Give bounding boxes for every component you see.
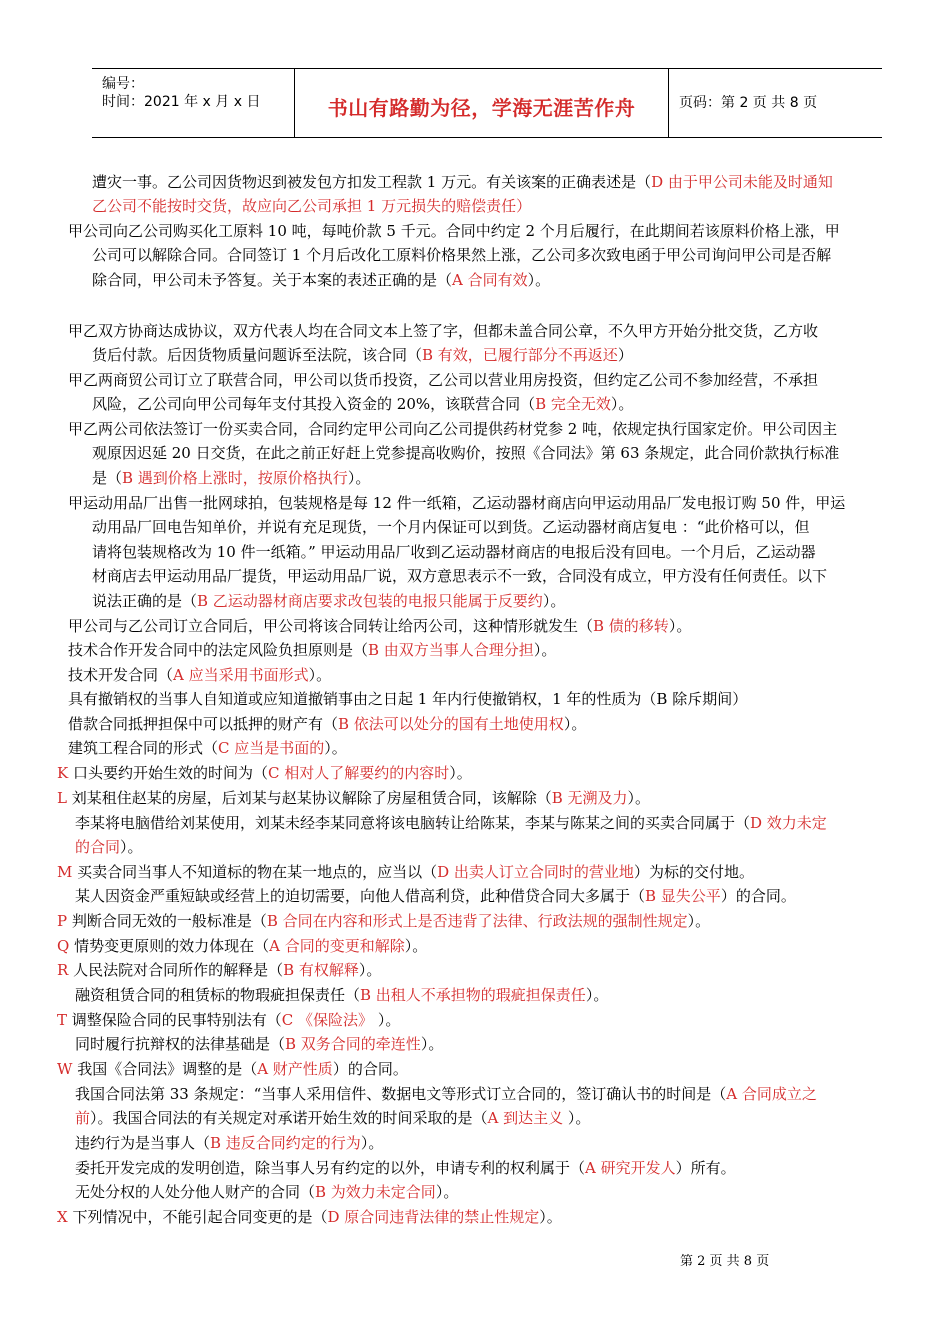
answer-text: B 显失公平 (645, 887, 721, 905)
index-letter: K (57, 764, 69, 782)
question-text: 李某将电脑借给刘某使用，刘某未经李某同意将该电脑转让给陈某，李某与陈某之间的买卖合同属于（ (75, 814, 751, 832)
question-text: 公司可以解除合同。合同签订 1 个月后改化工原料价格果然上涨，乙公司多次致电函于甲公司询问甲公司是否解 (92, 246, 832, 264)
header-motto-cell (295, 69, 669, 137)
question-text: 买卖合同当事人不知道标的物在某一地点的，应当以（ (72, 863, 438, 881)
text-line (75, 1158, 736, 1178)
question-text: 某人因资金严重短缺或经营上的迫切需要，向他人借高利贷，此种借贷合同大多属于（ (75, 887, 646, 905)
text-line (68, 665, 331, 685)
question-text: 甲公司与乙公司订立合同后，甲公司将该合同转让给丙公司，这种情形就发生（ (68, 617, 594, 635)
text-line (57, 960, 381, 980)
question-text: 除合同，甲公司未予答复。关于本案的表述正确的是（ (92, 271, 453, 289)
question-text: B 除斥期间 (656, 690, 733, 708)
answer-text: A 合同的变更和解除 (269, 937, 405, 955)
answer-text: 的合同 (75, 838, 121, 856)
question-text: ）。 (563, 1109, 591, 1127)
index-letter: Q (57, 937, 70, 955)
question-text: ）。 (563, 715, 587, 733)
answer-text: B 有效，已履行部分不再返还 (422, 346, 618, 364)
text-line (68, 419, 837, 439)
question-text: 委托开发完成的发明创造，除当事人另有约定的以外，申请专利的权利属于（ (75, 1159, 586, 1177)
question-text: 甲运动用品厂出售一批网球拍，包装规格是每 12 件一纸箱，乙运动器材商店向甲运动用品厂发电报订购 50 件，甲运 (68, 494, 846, 512)
text-line (92, 394, 633, 414)
question-text: ）。 (373, 1011, 401, 1029)
question-text: 风险，乙公司向甲公司每年支付其投入资金的 20%，该联营合同（ (92, 395, 536, 413)
header-page-cell (669, 69, 882, 137)
question-text: ）。 (347, 469, 371, 487)
text-line (75, 1182, 458, 1202)
question-text: ） (732, 690, 748, 708)
text-line (75, 837, 143, 857)
text-line (68, 616, 691, 636)
question-text: ）。 (539, 1208, 562, 1226)
question-text: ）所有。 (675, 1159, 736, 1177)
question-text: 是（ (92, 469, 123, 487)
question-text: ）。 (120, 838, 143, 856)
text-line (75, 1084, 817, 1104)
answer-text: D 由于甲公司未能及时通知 (651, 173, 833, 191)
page-info: 页码：第 2 页 共 8 页 (679, 95, 818, 111)
text-line (68, 714, 586, 734)
text-line (75, 1133, 383, 1153)
index-letter: R (57, 961, 69, 979)
answer-text: A 研究开发人 (585, 1159, 676, 1177)
text-line (68, 689, 747, 709)
text-line (92, 172, 833, 192)
header-info-cell (92, 69, 295, 137)
question-text: ）。 (533, 641, 557, 659)
answer-text: A 合同成立之 (726, 1085, 817, 1103)
text-line (92, 270, 550, 290)
text-line (75, 813, 827, 833)
answer-text: B 无溯及力 (551, 789, 628, 807)
question-text: 请将包装规格改为 10 件一纸箱。” 甲运动用品厂收到乙运动器材商店的电报后没有回电。一个月后，乙运动器 (92, 543, 816, 561)
answer-text: B 由双方当事人合理分担 (368, 641, 534, 659)
answer-text: 前 (75, 1109, 91, 1127)
question-text: 甲公司向乙公司购买化工原料 10 吨，每吨价款 5 千元。合同中约定 2 个月后履行，在此期间若该原料价格上涨，甲 (68, 222, 840, 240)
index-letter: X (57, 1208, 68, 1226)
question-text: ）。 (360, 1134, 384, 1152)
text-line (92, 591, 565, 611)
answer-text: B 合同在内容和形式上是否违背了法律、行政法规的强制性规定 (266, 912, 688, 930)
time-label: 时间：2021 年 x 月 x 日 (102, 94, 261, 110)
index-letter: M (57, 863, 73, 881)
question-text: 借款合同抵押担保中可以抵押的财产有（ (68, 715, 339, 733)
question-text: ）。 (308, 666, 332, 684)
text-line (75, 1034, 443, 1054)
question-text: 具有撤销权的当事人自知道或应知道撤销事由之日起 1 年内行使撤销权，1 年的性质为（ (68, 690, 657, 708)
question-text: ）。 (449, 764, 472, 782)
question-text: ）的合同。 (332, 1060, 408, 1078)
question-text: ）。 (610, 395, 634, 413)
index-letter: P (57, 912, 68, 930)
question-text: 下列情况中，不能引起合同变更的是（ (67, 1208, 328, 1226)
text-line (68, 738, 347, 758)
question-text: 说法正确的是（ (92, 592, 198, 610)
text-line (57, 862, 754, 882)
text-line (92, 517, 809, 537)
text-line (75, 1108, 590, 1128)
question-text: 甲乙双方协商达成协议，双方代表人均在合同文本上签了字，但都未盖合同公章，不久甲方开始分批交货，乙方收 (68, 322, 819, 340)
question-text: 遭灾一事。乙公司因货物迟到被发包方扣发工程款 1 万元。有关该案的正确表述是（ (92, 173, 652, 191)
question-text: 建筑工程合同的形式（ (68, 739, 219, 757)
question-text: 甲乙两公司依法签订一份买卖合同，合同约定甲公司向乙公司提供药材党参 2 吨，依规定执行国家定价。甲公司因主 (68, 420, 838, 438)
answer-text: B 完全无效 (535, 395, 611, 413)
answer-text: B 乙运动器材商店要求改包装的电报只能属于反要约 (197, 592, 543, 610)
question-text: 动用品厂回电告知单价，并说有充足现货，一个月内保证可以到货。乙运动器材商店复电 ：“此价格可以，但 (92, 518, 810, 536)
text-line (92, 542, 816, 562)
answer-text: B 违反合同约定的行为 (210, 1134, 361, 1152)
answer-text: A 到达主义 (487, 1109, 564, 1127)
question-text: 人民法院对合同所作的解释是（ (68, 961, 284, 979)
question-text: 违约行为是当事人（ (75, 1134, 211, 1152)
question-text: 我国合同法第 33 条规定：“当事人采用信件、数据电文等形式订立合同的，签订确认书的时间是（ (75, 1085, 727, 1103)
text-line (68, 321, 818, 341)
answer-text: D 出卖人订立合同时的营业地 (437, 863, 634, 881)
question-text: 情势变更原则的效力体现在（ (69, 937, 270, 955)
question-text: ）。 (324, 739, 347, 757)
answer-text: A 合同有效 (452, 271, 528, 289)
answer-text: C 《保险法》 (281, 1011, 374, 1029)
text-line (68, 370, 818, 390)
answer-text: D 效力未定 (750, 814, 827, 832)
question-text: ）为标的交付地。 (633, 863, 754, 881)
serial-label: 编号： (102, 76, 144, 92)
text-line (57, 763, 472, 783)
text-line (68, 221, 840, 241)
text-line (57, 1010, 400, 1030)
question-text: 无处分权的人处分他人财产的合同（ (75, 1183, 316, 1201)
question-text: 技术合作开发合同中的法定风险负担原则是（ (68, 641, 369, 659)
question-text: 同时履行抗辩权的法律基础是（ (75, 1035, 286, 1053)
question-text: 货后付款。后因货物质量问题诉至法院，该合同（ (92, 346, 423, 364)
page-footer: 第 2 页 共 8 页 (680, 1254, 770, 1269)
question-text: 调整保险合同的民事特别法有（ (67, 1011, 282, 1029)
question-text: ）。 (668, 617, 692, 635)
text-line (92, 245, 831, 265)
answer-text: B 双务合同的牵连性 (285, 1035, 421, 1053)
question-text: 判断合同无效的一般标准是（ (67, 912, 267, 930)
question-text: ） (617, 346, 633, 364)
answer-text: B 遇到价格上涨时，按原价格执行 (122, 469, 348, 487)
answer-text: D 原合同违背法律的禁止性规定 (327, 1208, 540, 1226)
text-line (92, 443, 839, 463)
answer-text: 乙公司不能按时交货，故应向乙公司承担 1 万元损失的赔偿责任） (92, 197, 532, 215)
question-text: ）。 (435, 1183, 459, 1201)
question-text: ）。 (585, 986, 609, 1004)
question-text: 材商店去甲运动用品厂提货，甲运动用品厂说，双方意思表示不一致，合同没有成立，甲方没有任何责任。以下 (92, 567, 828, 585)
question-text: ）。我国合同法的有关规定对承诺开始生效的时间采取的是（ (90, 1109, 488, 1127)
index-letter: W (57, 1060, 73, 1078)
text-line (57, 1059, 408, 1079)
question-text: 甲乙两商贸公司订立了联营合同，甲公司以货币投资，乙公司以营业用房投资，但约定乙公司不参加经营，不承担 (68, 371, 819, 389)
question-text: 技术开发合同（ (68, 666, 174, 684)
question-text: ）。 (527, 271, 551, 289)
answer-text: B 为效力未定合同 (315, 1183, 436, 1201)
question-text: 刘某租住赵某的房屋，后刘某与赵某协议解除了房屋租赁合同，该解除（ (66, 789, 552, 807)
text-line (92, 345, 633, 365)
index-letter: L (57, 789, 67, 807)
text-line (57, 1207, 562, 1227)
question-text: 我国《合同法》调整的是（ (72, 1060, 258, 1078)
question-text: 口头要约开始生效的时间为（ (68, 764, 268, 782)
text-line (68, 640, 556, 660)
question-text: ）。 (420, 1035, 444, 1053)
question-text: ）的合同。 (720, 887, 796, 905)
question-text: ）。 (404, 937, 428, 955)
answer-text: B 依法可以处分的国有土地使用权 (338, 715, 564, 733)
question-text: 融资租赁合同的租赁标的物瑕疵担保责任（ (75, 986, 361, 1004)
question-text: ）。 (627, 789, 651, 807)
text-line (57, 911, 710, 931)
question-text: ）。 (358, 961, 382, 979)
question-text: ）。 (542, 592, 566, 610)
text-line (57, 788, 650, 808)
answer-text: A 应当采用书面形式 (173, 666, 309, 684)
answer-text: A 财产性质 (257, 1060, 333, 1078)
text-line (92, 566, 827, 586)
text-line (75, 985, 608, 1005)
page-header (92, 68, 882, 138)
index-letter: T (57, 1011, 68, 1029)
answer-text: B 债的移转 (593, 617, 669, 635)
question-text: 观原因迟延 20 日交货，在此之前正好赶上党参提高收购价，按照《合同法》第 63 条规定，此合同价款执行标准 (92, 444, 840, 462)
text-line (68, 493, 845, 513)
answer-text: C 相对人了解要约的内容时 (268, 764, 450, 782)
text-line (92, 468, 370, 488)
text-line (57, 936, 427, 956)
text-line (75, 886, 796, 906)
motto: 书山有路勤为径，学海无涯苦作舟 (327, 96, 636, 120)
question-text: ）。 (687, 912, 711, 930)
answer-text: C 应当是书面的 (218, 739, 325, 757)
answer-text: B 出租人不承担物的瑕疵担保责任 (360, 986, 586, 1004)
text-line (92, 196, 531, 216)
answer-text: B 有权解释 (283, 961, 359, 979)
